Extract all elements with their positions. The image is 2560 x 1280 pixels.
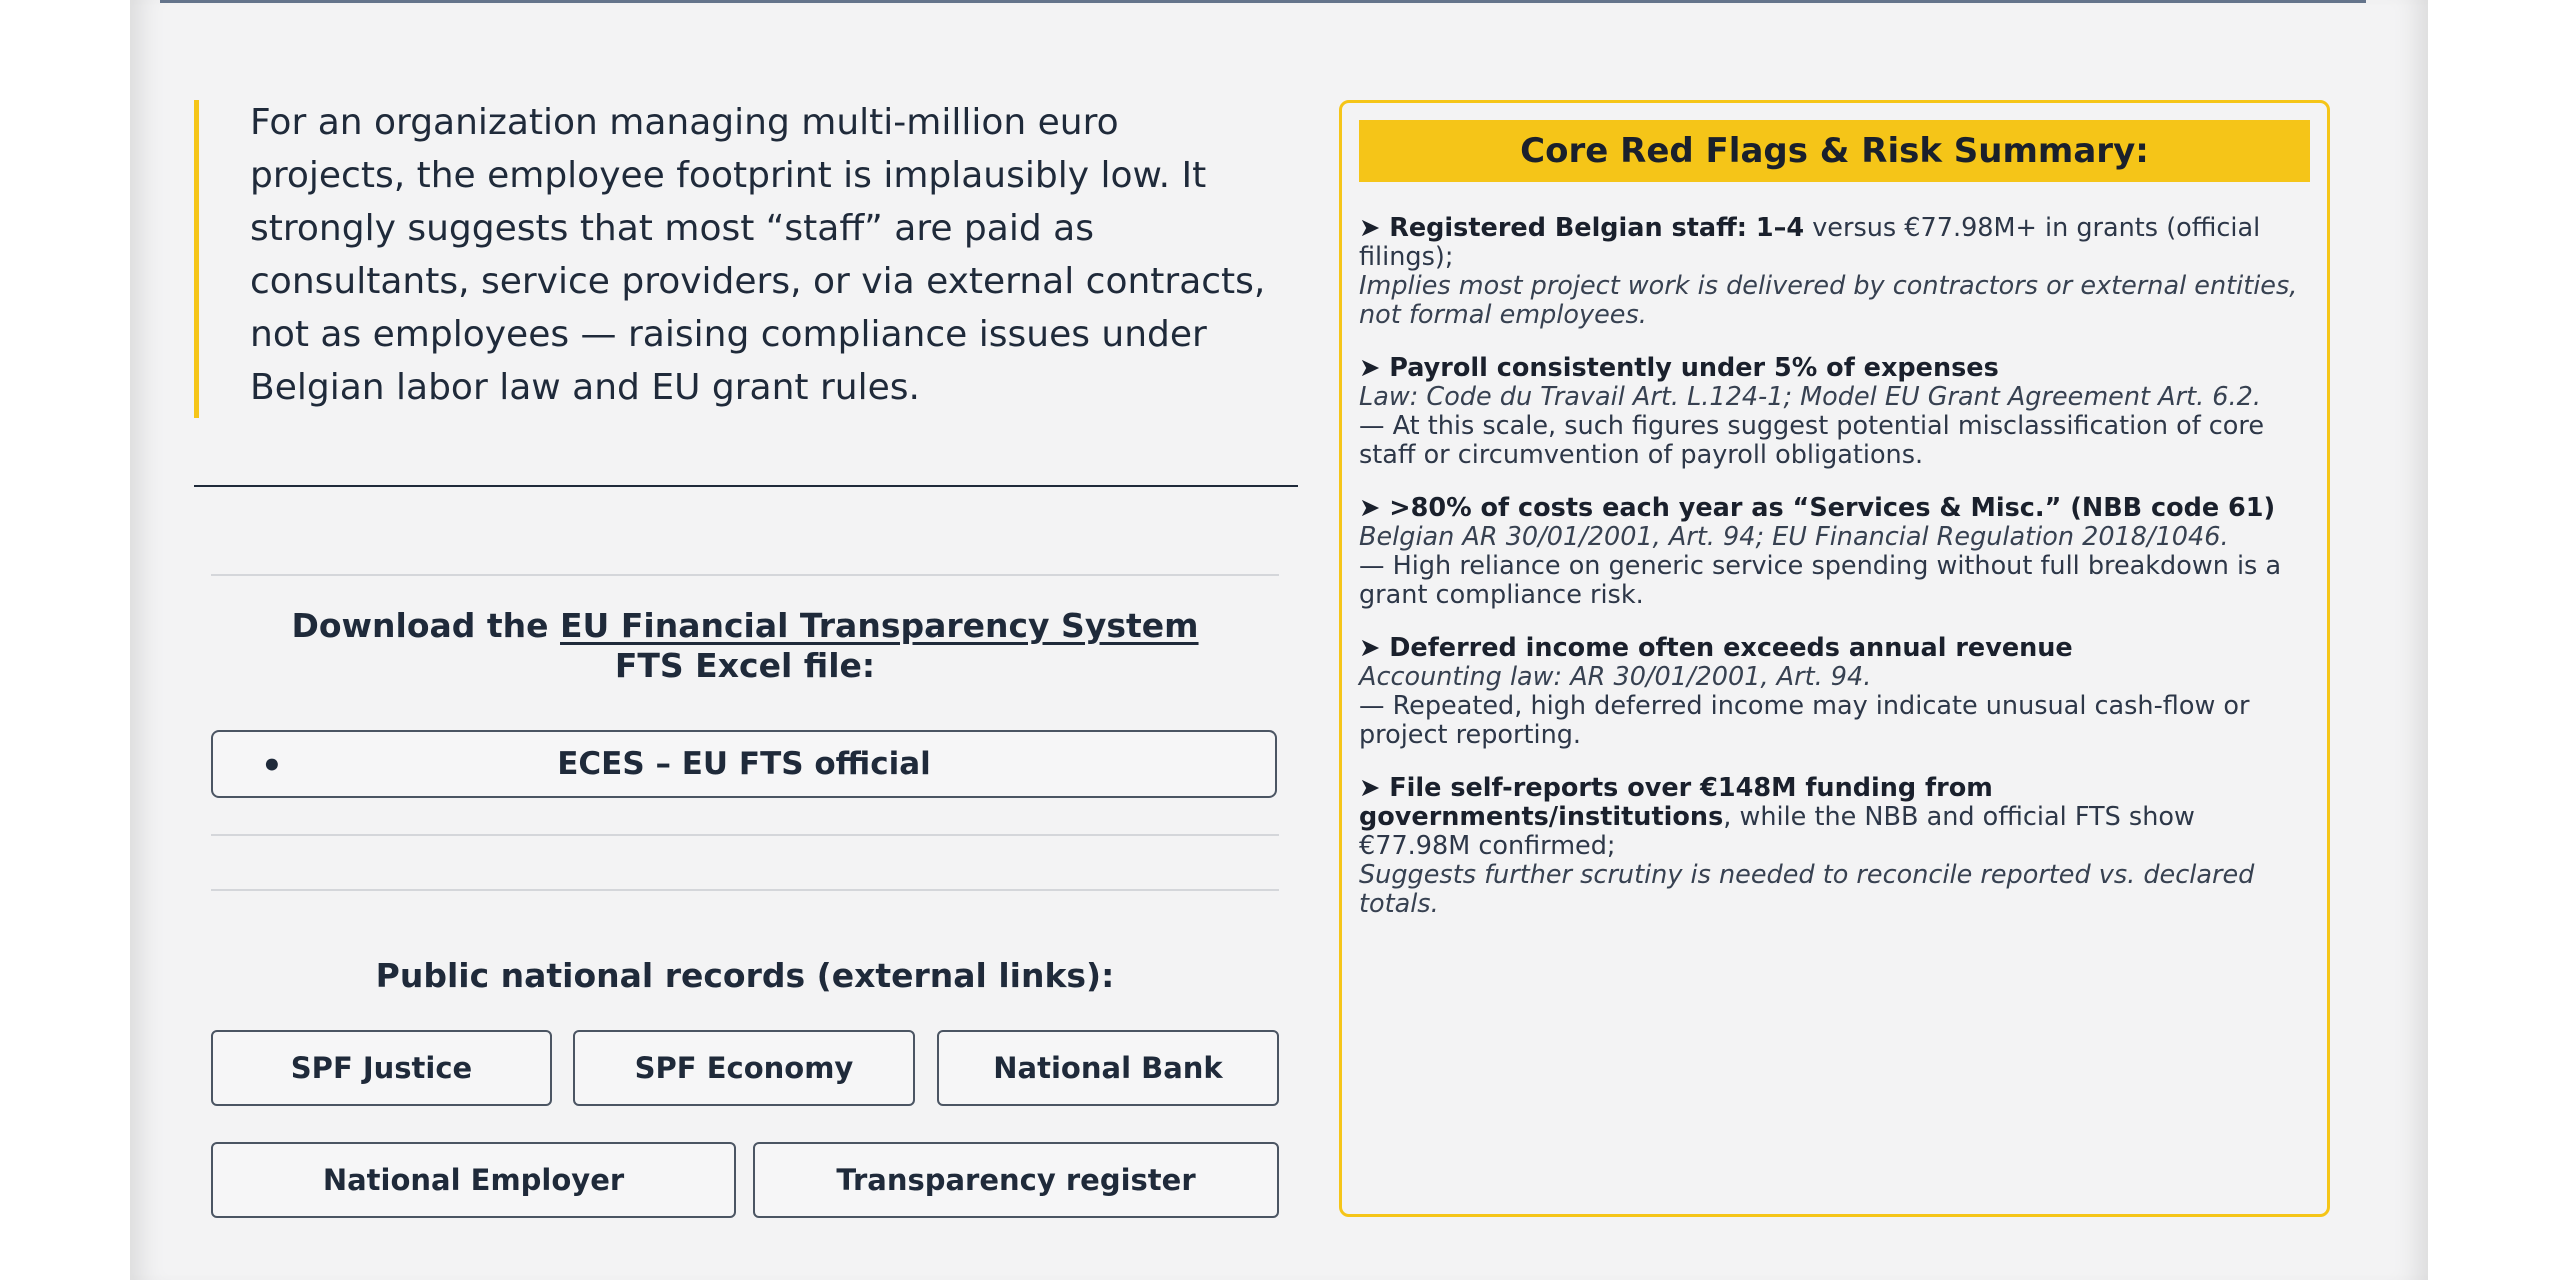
transparency-register-link[interactable]: Transparency register [753, 1142, 1279, 1218]
flag-text: versus €77.98M+ in grants (official filings); [1359, 213, 2261, 272]
employee-footprint-quote: For an organization managing multi-million euro projects, the employee footprint is implausibly low. It strongly suggests that most “staff” are paid as consultants, service providers, or via external contracts, not as employees — raising compliance issues under Belgian labor law and EU grant rules. [250, 102, 1266, 408]
flag-detail: Suggests further scrutiny is needed to reconcile reported vs. declared totals. [1359, 860, 2255, 919]
download-title [211, 606, 1279, 686]
public-records-title: Public national records (external links): [375, 956, 1115, 995]
red-flag-item [1359, 494, 2309, 610]
flag-note: — High reliance on generic service spending without full breakdown is a grant compliance risk. [1359, 551, 2282, 610]
top-rule [160, 0, 2366, 3]
flag-heading: ➤ Deferred income often exceeds annual revenue [1359, 633, 2073, 663]
national-employer-link[interactable]: National Employer [211, 1142, 736, 1218]
flag-detail: Implies most project work is delivered by contractors or external entities, not formal employees. [1359, 271, 2298, 330]
eces-fts-official-label: ECES – EU FTS official [557, 746, 931, 782]
spf-justice-link[interactable]: SPF Justice [211, 1030, 552, 1106]
flag-note: — Repeated, high deferred income may indicate unusual cash-flow or project reporting. [1359, 691, 2250, 750]
flag-heading: ➤ Payroll consistently under 5% of expenses [1359, 353, 1999, 383]
flag-text: , while the NBB and official FTS show €77.98M confirmed; [1359, 802, 2195, 861]
flag-law: Belgian AR 30/01/2001, Art. 94; EU Financial Regulation 2018/1046. [1359, 522, 2229, 552]
flag-note: — At this scale, such figures suggest potential misclassification of core staff or circumvention of payroll obligations. [1359, 411, 2265, 470]
red-flag-item [1359, 214, 2309, 330]
red-flags-list [1359, 214, 2309, 943]
quote-accent-bar [194, 100, 199, 418]
flag-heading: ➤ Registered Belgian staff: 1–4 [1359, 213, 1805, 243]
divider-light [211, 889, 1279, 891]
flag-law: Accounting law: AR 30/01/2001, Art. 94. [1359, 662, 1872, 692]
bullet-icon: • [261, 746, 283, 786]
red-flag-item [1359, 774, 2309, 919]
download-suffix: FTS Excel file: [614, 646, 876, 685]
spf-economy-link[interactable]: SPF Economy [573, 1030, 915, 1106]
red-flag-item [1359, 634, 2309, 750]
flag-heading: ➤ File self-reports over €148M funding from governments/institutions [1359, 773, 1993, 832]
divider-light [211, 574, 1279, 576]
eces-fts-official-button[interactable] [211, 730, 1277, 798]
flag-heading: ➤ >80% of costs each year as “Services & Misc.” (NBB code 61) [1359, 493, 2276, 523]
red-flags-title: Core Red Flags & Risk Summary: [1359, 120, 2310, 182]
red-flag-item [1359, 354, 2309, 470]
section-divider [194, 485, 1298, 487]
national-bank-link[interactable]: National Bank [937, 1030, 1279, 1106]
fts-system-link[interactable]: EU Financial Transparency System [560, 606, 1199, 645]
download-prefix: Download the [291, 606, 561, 645]
flag-law: Law: Code du Travail Art. L.124-1; Model EU Grant Agreement Art. 6.2. [1359, 382, 2261, 412]
divider-light [211, 834, 1279, 836]
